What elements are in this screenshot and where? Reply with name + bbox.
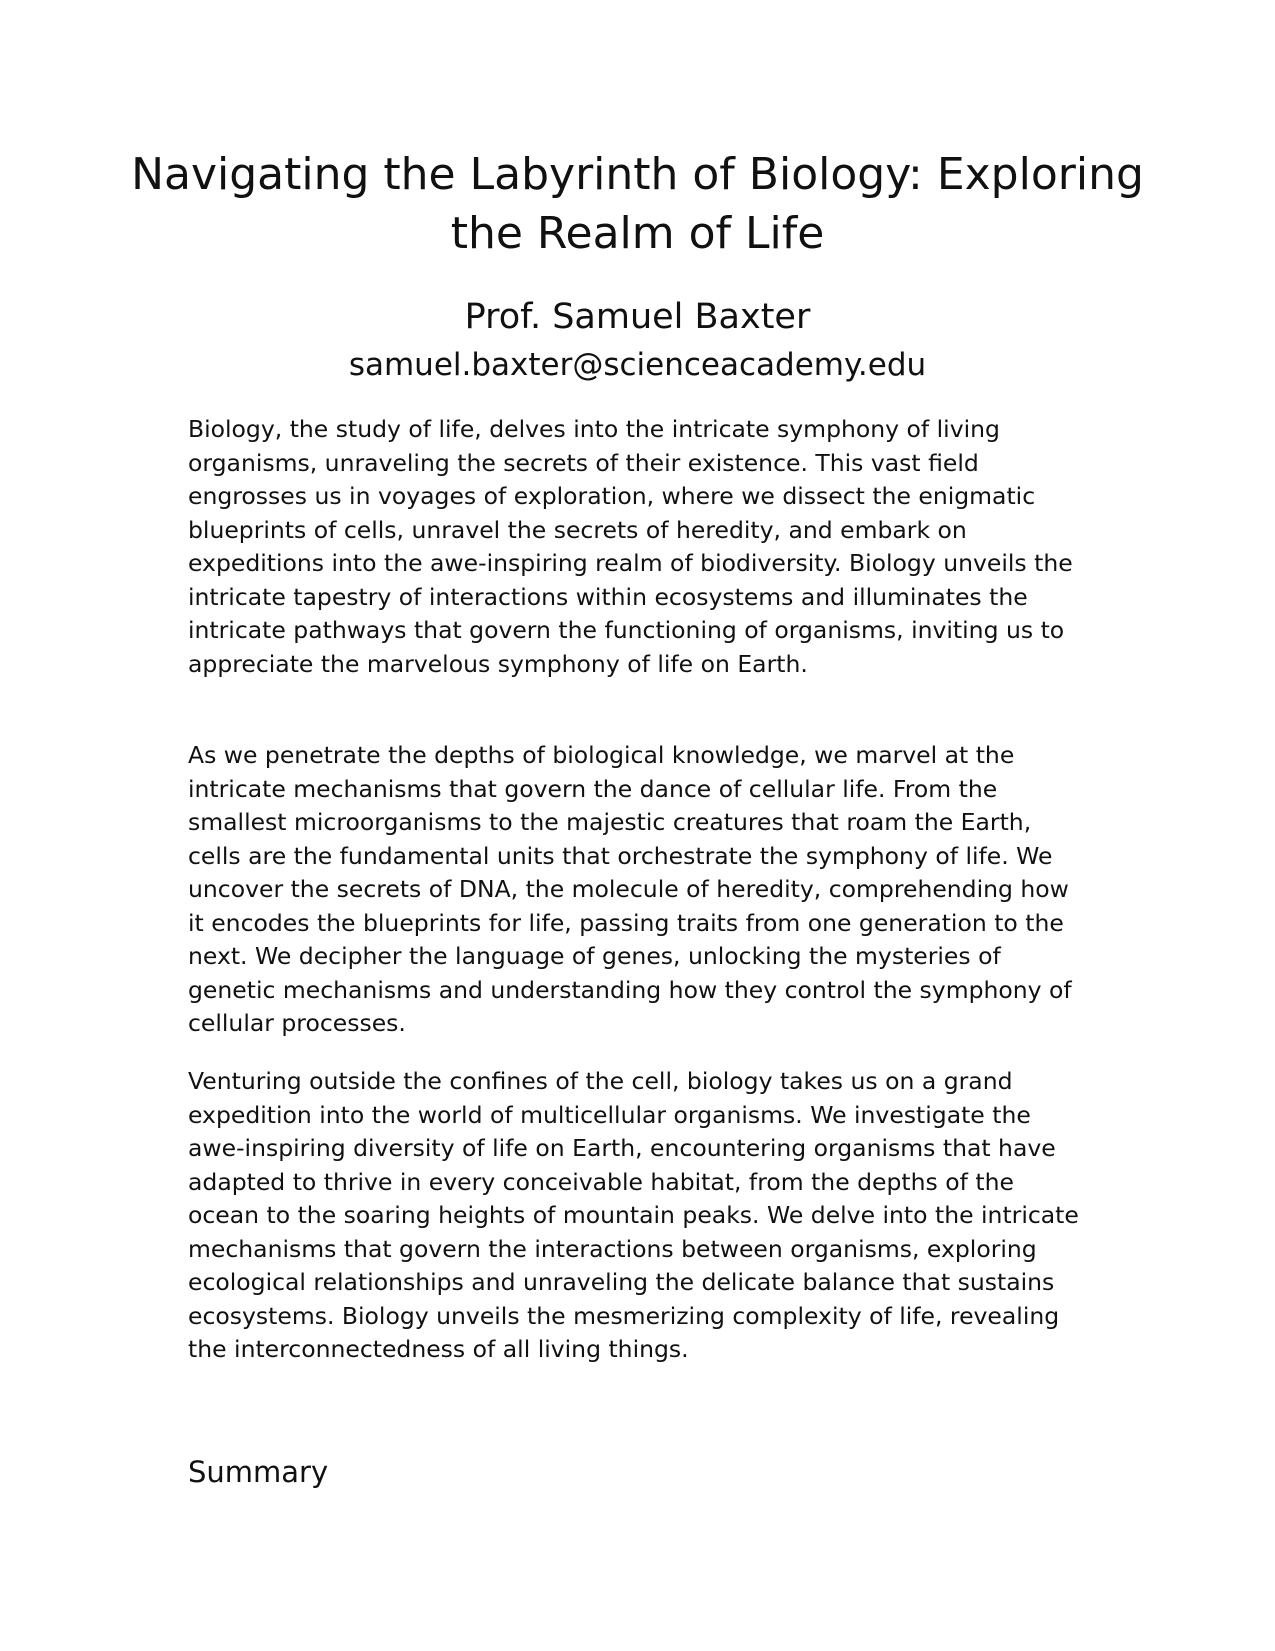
body-paragraph: As we penetrate the depths of biological knowledge, we marvel at the intricate mechanisms that govern the dance of cellular life. From the smallest microorganisms to the majestic creatures that roam the Earth, cells are the fundamental units that orchestrate the symphony of life. We uncover the secrets of DNA, the molecule of heredity, comprehending how it encodes the blueprints for life, passing traits from one generation to the next. We decipher the language of genes, unlocking the mysteries of genetic mechanisms and understanding how they control the symphony of cellular processes. xyxy=(188,741,1072,1037)
author-name: Prof. Samuel Baxter xyxy=(464,297,811,337)
section-heading-summary: Summary xyxy=(188,1455,329,1489)
body-paragraph: Venturing outside the confines of the cell, biology takes us on a grand expedition into the world of multicellular organisms. We investigate the awe-inspiring diversity of life on Earth, encountering organisms that have adapted to thrive in every conceivable habitat, from the depths of the ocean to the soaring heights of mountain peaks. We delve into the intricate mechanisms that govern the interactions between organisms, exploring ecological relationships and unraveling the delicate balance that sustains ecosystems. Biology unveils the mesmerizing complexity of life, revealing the interconnectedness of all living things. xyxy=(188,1067,1079,1363)
body-paragraph: Biology, the study of life, delves into the intricate symphony of living organisms, unraveling the secrets of their existence. This vast field engrosses us in voyages of exploration, where we dissect the enigmatic blueprints of cells, unravel the secrets of heredity, and embark on expeditions into the awe-inspiring realm of biodiversity. Biology unveils the intricate tapestry of interactions within ecosystems and illuminates the intricate pathways that govern the functioning of organisms, inviting us to appreciate the marvelous symphony of life on Earth. xyxy=(188,415,1073,678)
author-email: samuel.baxter@scienceacademy.edu xyxy=(348,347,927,383)
document-title: Navigating the Labyrinth of Biology: Exploring the Realm of Life xyxy=(131,149,1144,259)
